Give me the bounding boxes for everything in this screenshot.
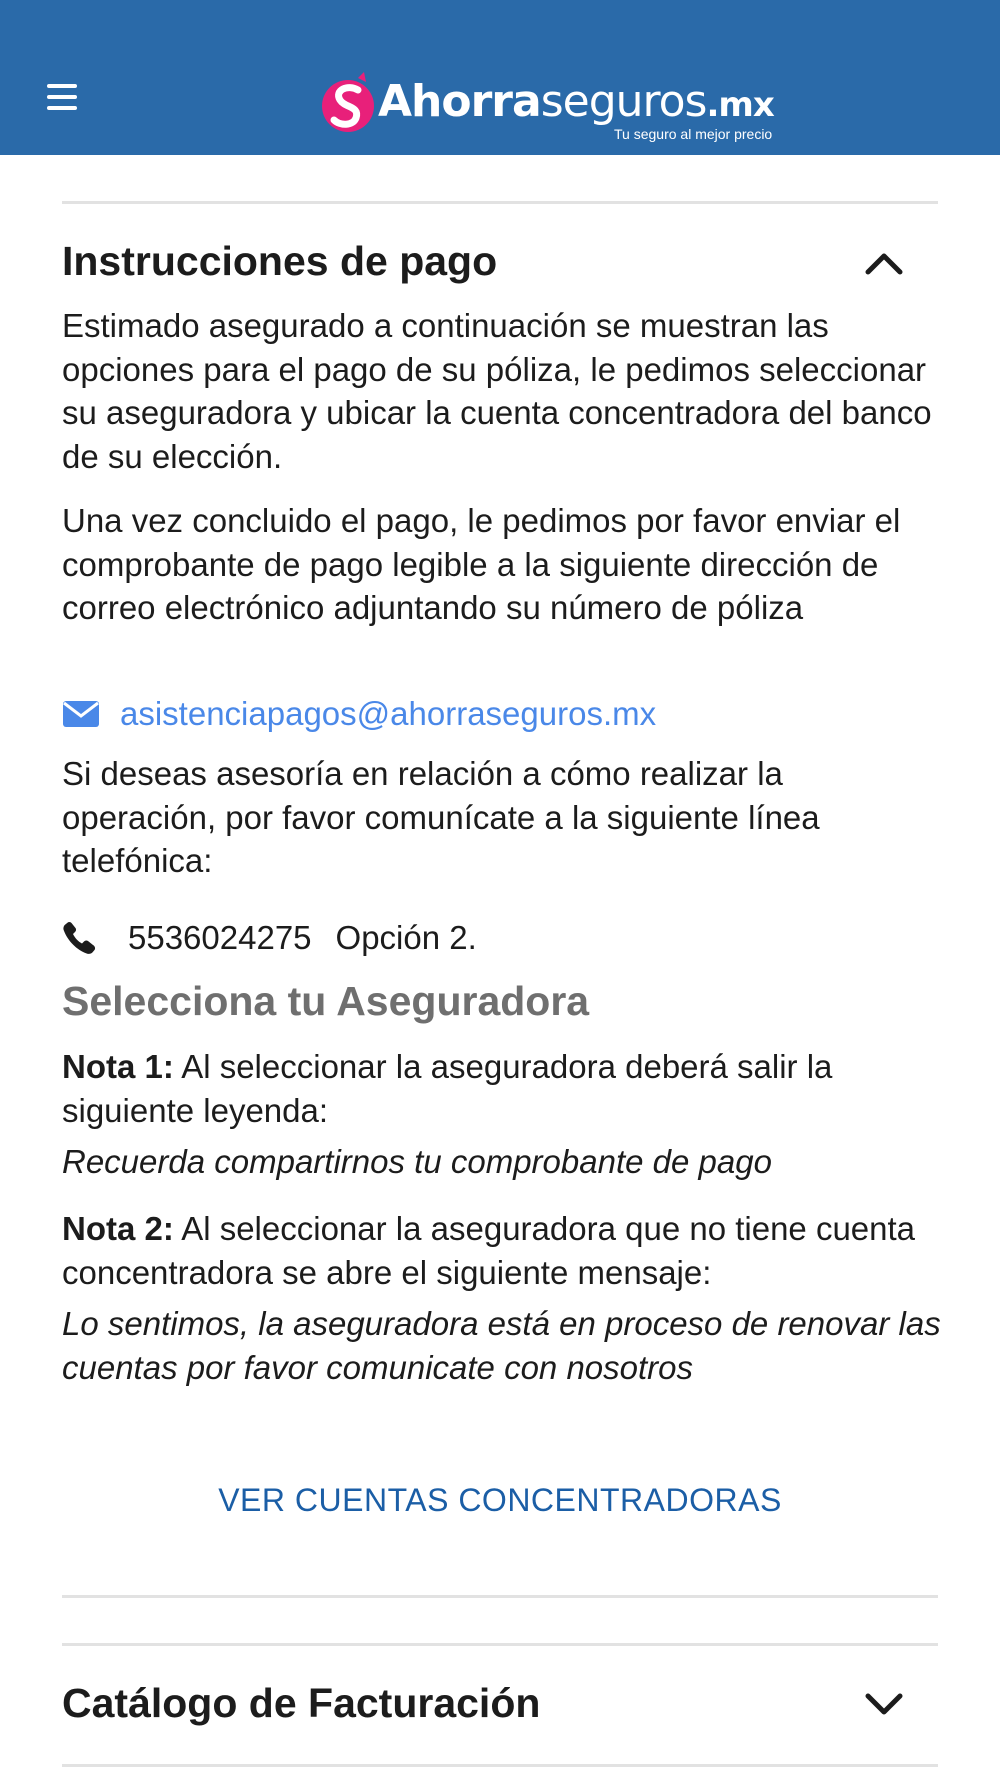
note-1-label: Nota 1: (62, 1048, 174, 1085)
envelope-icon (62, 699, 100, 729)
phone-option: Opción 2. (335, 919, 477, 956)
phone-contact-row (62, 916, 477, 960)
payment-section-title[interactable]: Instrucciones de pago (62, 238, 498, 284)
section-divider (62, 201, 938, 204)
section-divider (62, 1764, 938, 1767)
logo-tagline: Tu seguro al mejor precio (614, 126, 773, 142)
top-navigation-bar (0, 0, 1000, 155)
note-1-text: Al seleccionar la aseguradora deberá salir la siguiente leyenda: (62, 1048, 833, 1129)
select-insurer-heading: Selecciona tu Aseguradora (62, 978, 590, 1024)
chevron-down-icon[interactable] (862, 1690, 906, 1720)
note-2-label: Nota 2: (62, 1210, 174, 1247)
note-1-quote: Recuerda compartirnos tu comprobante de pago (62, 1143, 772, 1180)
advice-text: Si deseas asesoría en relación a cómo realizar la operación, por favor comunícate a la siguiente línea telefónica: (62, 755, 820, 879)
note-2 (62, 1207, 942, 1294)
after-payment-text: Una vez concluido el pago, le pedimos por favor enviar el comprobante de pago legible a la siguiente dirección de correo electrónico adjuntando su número de póliza (62, 502, 901, 626)
note-1 (62, 1045, 942, 1132)
hamburger-menu-icon[interactable] (44, 84, 82, 116)
email-contact-row (62, 692, 656, 736)
billing-section-title[interactable]: Catálogo de Facturación (62, 1680, 541, 1726)
section-divider (62, 1643, 938, 1646)
logo-mark-icon (318, 70, 384, 136)
logo-wordmark: Ahorraseguros.mx (378, 76, 774, 127)
payments-email-link[interactable]: asistenciapagos@ahorraseguros.mx (120, 695, 657, 732)
phone-number[interactable]: 5536024275 (128, 919, 312, 956)
payment-intro-text: Estimado asegurado a continuación se muestran las opciones para el pago de su póliza, le pedimos seleccionar su aseguradora y ubicar la cuenta concentradora del banco de su elección. (62, 307, 932, 475)
chevron-up-icon[interactable] (862, 248, 906, 278)
note-2-quote: Lo sentimos, la aseguradora está en proceso de renovar las cuentas por favor comunicate con nosotros (62, 1305, 941, 1386)
phone-icon (62, 920, 98, 956)
view-accounts-button[interactable]: VER CUENTAS CONCENTRADORAS (218, 1482, 782, 1518)
note-2-text: Al seleccionar la aseguradora que no tiene cuenta concentradora se abre el siguiente mensaje: (62, 1210, 916, 1291)
section-divider (62, 1595, 938, 1598)
site-logo[interactable] (318, 62, 778, 144)
